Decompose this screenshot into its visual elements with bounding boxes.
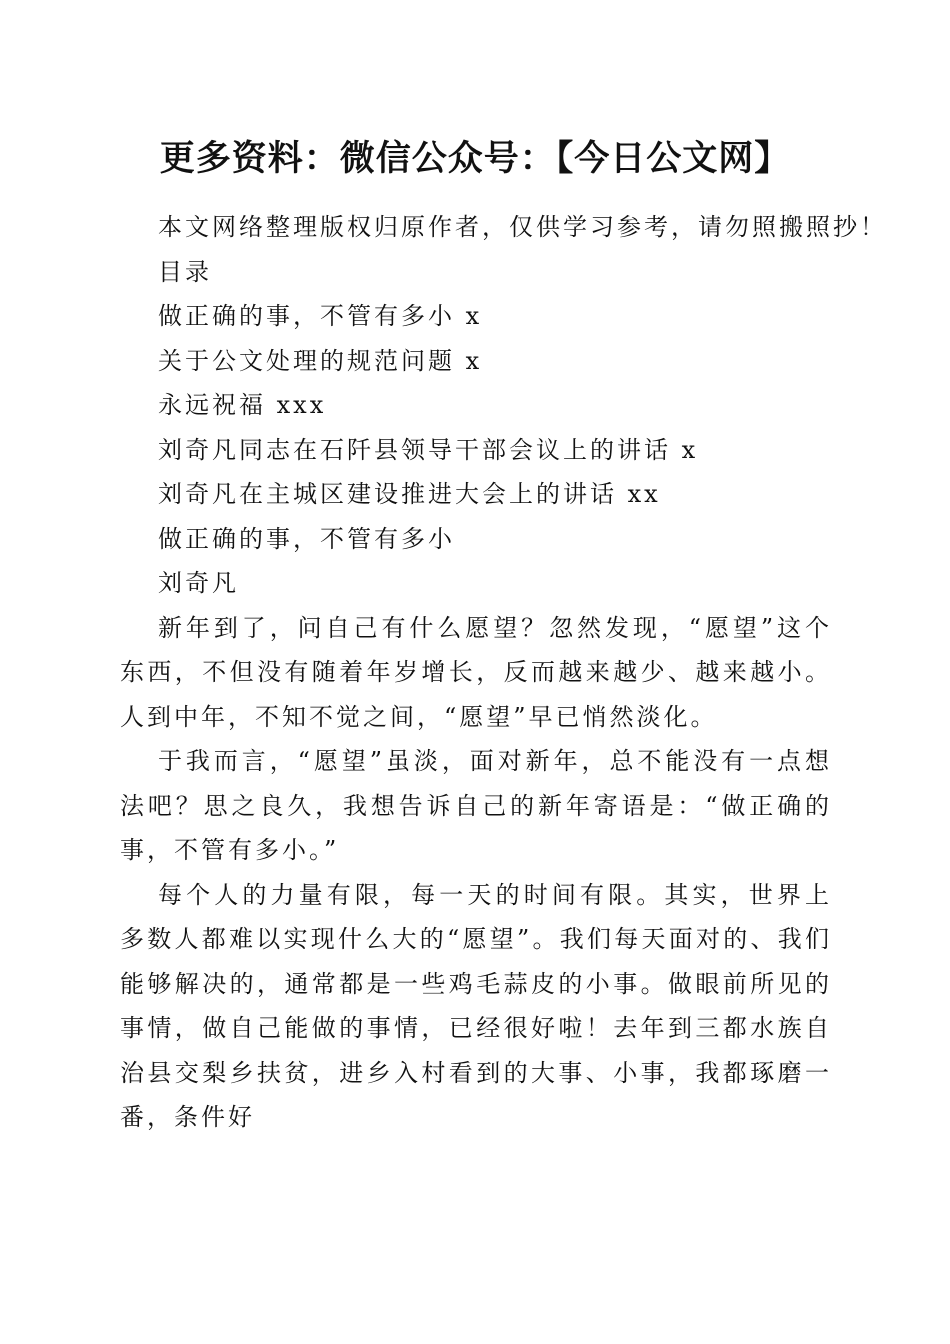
document-body xyxy=(120,205,887,1140)
copyright-notice: 本文网络整理版权归原作者，仅供学习参考，请勿照搬照抄！ xyxy=(158,213,887,241)
toc-item: 刘奇凡同志在石阡县领导干部会议上的讲话 x xyxy=(158,435,699,464)
article-title: 做正确的事，不管有多小 xyxy=(158,524,455,553)
toc-item: 关于公文处理的规范问题 x xyxy=(158,346,483,375)
article-paragraph: 于我而言，“愿望”虽淡，面对新年，总不能没有一点想法吧？思之良久，我想告诉自己的新年寄语是：“做正确的事，不管有多小。” xyxy=(120,747,832,864)
toc-item: 永远祝福 xxx xyxy=(158,391,327,419)
article-author: 刘奇凡 xyxy=(158,569,239,597)
article-paragraph: 新年到了，问自己有什么愿望？忽然发现，“愿望”这个东西，不但没有随着年岁增长，反而越来越少、越来越小。人到中年，不知不觉之间，“愿望”早已悄然淡化。 xyxy=(120,613,832,731)
toc-heading: 目录 xyxy=(158,257,212,286)
page-header-title: 更多资料：微信公众号：【今日公文网】 xyxy=(159,138,791,179)
toc-item: 刘奇凡在主城区建设推进大会上的讲话 xx xyxy=(158,480,661,508)
article-paragraph: 每个人的力量有限，每一天的时间有限。其实，世界上多数人都难以实现什么大的“愿望”。我们每天面对的、我们能够解决的，通常都是一些鸡毛蒜皮的小事。做眼前所见的事情，做自己能做的事情，已经很好啦！去年到三都水族自治县交梨乡扶贫，进乡入村看到的大事、小事，我都琢磨一番，条件好 xyxy=(120,880,832,1131)
toc-item: 做正确的事，不管有多小 x xyxy=(158,302,483,330)
